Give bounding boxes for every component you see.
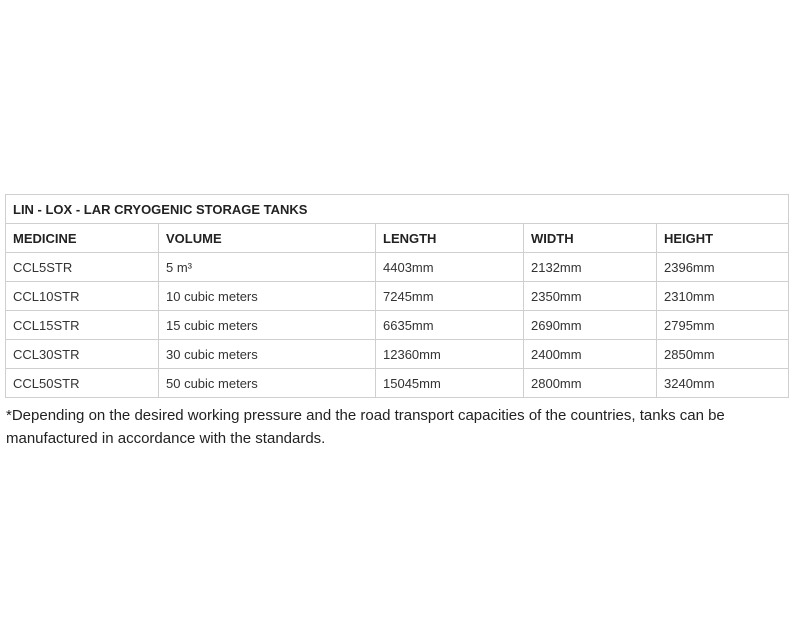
cell-medicine: CCL50STR <box>6 369 159 398</box>
cell-volume: 30 cubic meters <box>159 340 376 369</box>
cell-height: 3240mm <box>657 369 789 398</box>
cell-length: 12360mm <box>376 340 524 369</box>
cell-medicine: CCL15STR <box>6 311 159 340</box>
column-header-volume: VOLUME <box>159 224 376 253</box>
cell-volume: 10 cubic meters <box>159 282 376 311</box>
column-header-width: WIDTH <box>524 224 657 253</box>
cell-medicine: CCL30STR <box>6 340 159 369</box>
table-row <box>6 311 789 340</box>
table-title: LIN - LOX - LAR CRYOGENIC STORAGE TANKS <box>6 195 789 224</box>
cell-length: 7245mm <box>376 282 524 311</box>
footnote: *Depending on the desired working pressure and the road transport capacities of the countries, tanks can be manufactured in accordance with the standards. <box>6 407 725 447</box>
cell-medicine: CCL5STR <box>6 253 159 282</box>
cell-width: 2400mm <box>524 340 657 369</box>
cell-volume: 5 m³ <box>159 253 376 282</box>
table-row <box>6 253 789 282</box>
cell-volume: 15 cubic meters <box>159 311 376 340</box>
cell-height: 2795mm <box>657 311 789 340</box>
cell-volume: 50 cubic meters <box>159 369 376 398</box>
column-header-medicine: MEDICINE <box>6 224 159 253</box>
cell-width: 2350mm <box>524 282 657 311</box>
cell-width: 2132mm <box>524 253 657 282</box>
table-header-row <box>6 224 789 253</box>
cryogenic-tanks-table <box>5 194 789 398</box>
cell-width: 2690mm <box>524 311 657 340</box>
cell-height: 2396mm <box>657 253 789 282</box>
cell-length: 15045mm <box>376 369 524 398</box>
cell-height: 2310mm <box>657 282 789 311</box>
table-row <box>6 340 789 369</box>
cell-height: 2850mm <box>657 340 789 369</box>
column-header-height: HEIGHT <box>657 224 789 253</box>
cell-medicine: CCL10STR <box>6 282 159 311</box>
document-content <box>5 194 789 450</box>
table-title-row <box>6 195 789 224</box>
cell-width: 2800mm <box>524 369 657 398</box>
column-header-length: LENGTH <box>376 224 524 253</box>
cell-length: 6635mm <box>376 311 524 340</box>
table-row <box>6 282 789 311</box>
table-row <box>6 369 789 398</box>
cell-length: 4403mm <box>376 253 524 282</box>
